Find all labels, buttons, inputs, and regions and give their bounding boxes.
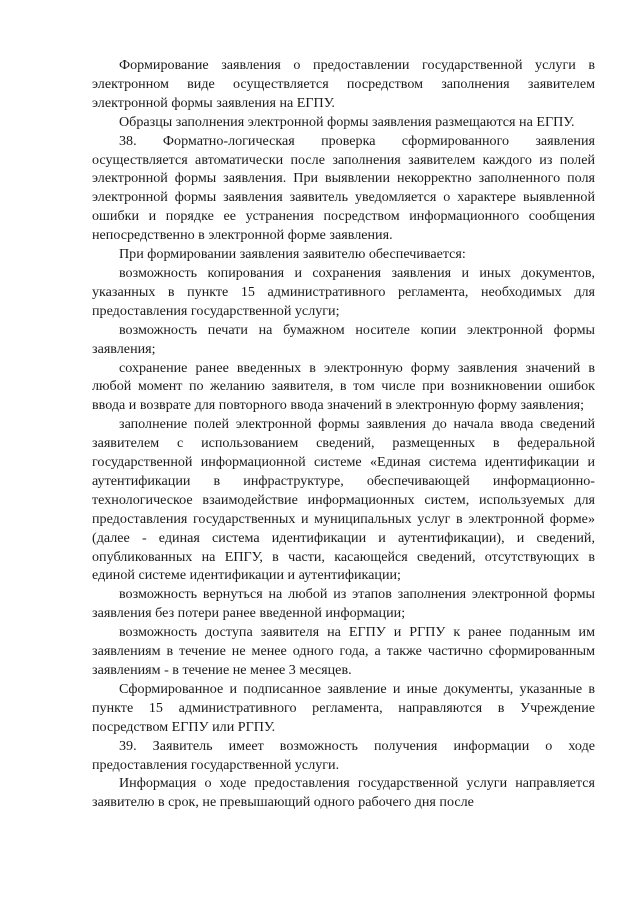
paragraph-provided-intro: При формировании заявления заявителю обеспечивается: — [119, 246, 466, 263]
paragraph-fill-fields: заполнение полей электронной формы заявления до начала ввода сведений заявителем с использованием сведений, размещенных в федеральной государственной информационной системе «Единая система идентификации и аутентификации в инфраструктуре, обеспечивающей информационно-технологическое взаимодействие информационных систем, используемых для предоставления государственных и муниципальных услуг в электронной форме» (далее - единая система идентификации и аутентификации), и сведений, опубликованных на ЕПГУ, в части, касающейся сведений, отсутствующих в единой системе идентификации и аутентификации; — [92, 416, 595, 584]
document-body — [92, 56, 595, 812]
paragraph-save-values: сохранение ранее введенных в электронную форму заявления значений в любой момент по желанию заявителя, в том числе при возникновении ошибок ввода и возврате для повторного ввода значений в электронную форму заявления; — [92, 359, 595, 414]
paragraph-info-progress: Информация о ходе предоставления государственной услуги направляется заявителю в срок, не превышающий одного рабочего дня после — [92, 775, 595, 811]
paragraph-samples: Образцы заполнения электронной формы заявления размещаются на ЕГПУ. — [119, 113, 575, 130]
paragraph-formation: Формирование заявления о предоставлении государственной услуги в электронном виде осуществляется посредством заполнения заявителем электронной формы заявления на ЕГПУ. — [92, 57, 595, 111]
paragraph-copy-save: возможность копирования и сохранения заявления и иных документов, указанных в пункте 15 административного регламента, необходимых для предоставления государственной услуги; — [92, 264, 595, 319]
paragraph-section-39: 39. Заявитель имеет возможность получения информации о ходе предоставления государственной услуги. — [92, 737, 595, 773]
paragraph-access: возможность доступа заявителя на ЕГПУ и РГПУ к ранее поданным им заявлениям в течение не менее одного года, а также частично сформированным заявлениям - в течение не менее 3 месяцев. — [92, 624, 595, 678]
paragraph-return-step: возможность вернуться на любой из этапов заполнения электронной формы заявления без потери ранее введенной информации; — [92, 586, 595, 622]
paragraph-print: возможность печати на бумажном носителе копии электронной формы заявления; — [92, 321, 595, 357]
paragraph-submitted: Сформированное и подписанное заявление и иные документы, указанные в пункте 15 административного регламента, направляются в Учреждение посредством ЕГПУ или РГПУ. — [92, 680, 595, 735]
paragraph-section-38: 38. Форматно-логическая проверка сформированного заявления осуществляется автоматически после заполнения заявителем каждого из полей электронной формы заявления. При выявлении некорректно заполненного поля электронной формы заявления заявитель уведомляется о характере выявленной ошибки и порядке ее устранения посредством информационного сообщения непосредственно в электронной форме заявления. — [92, 132, 595, 244]
